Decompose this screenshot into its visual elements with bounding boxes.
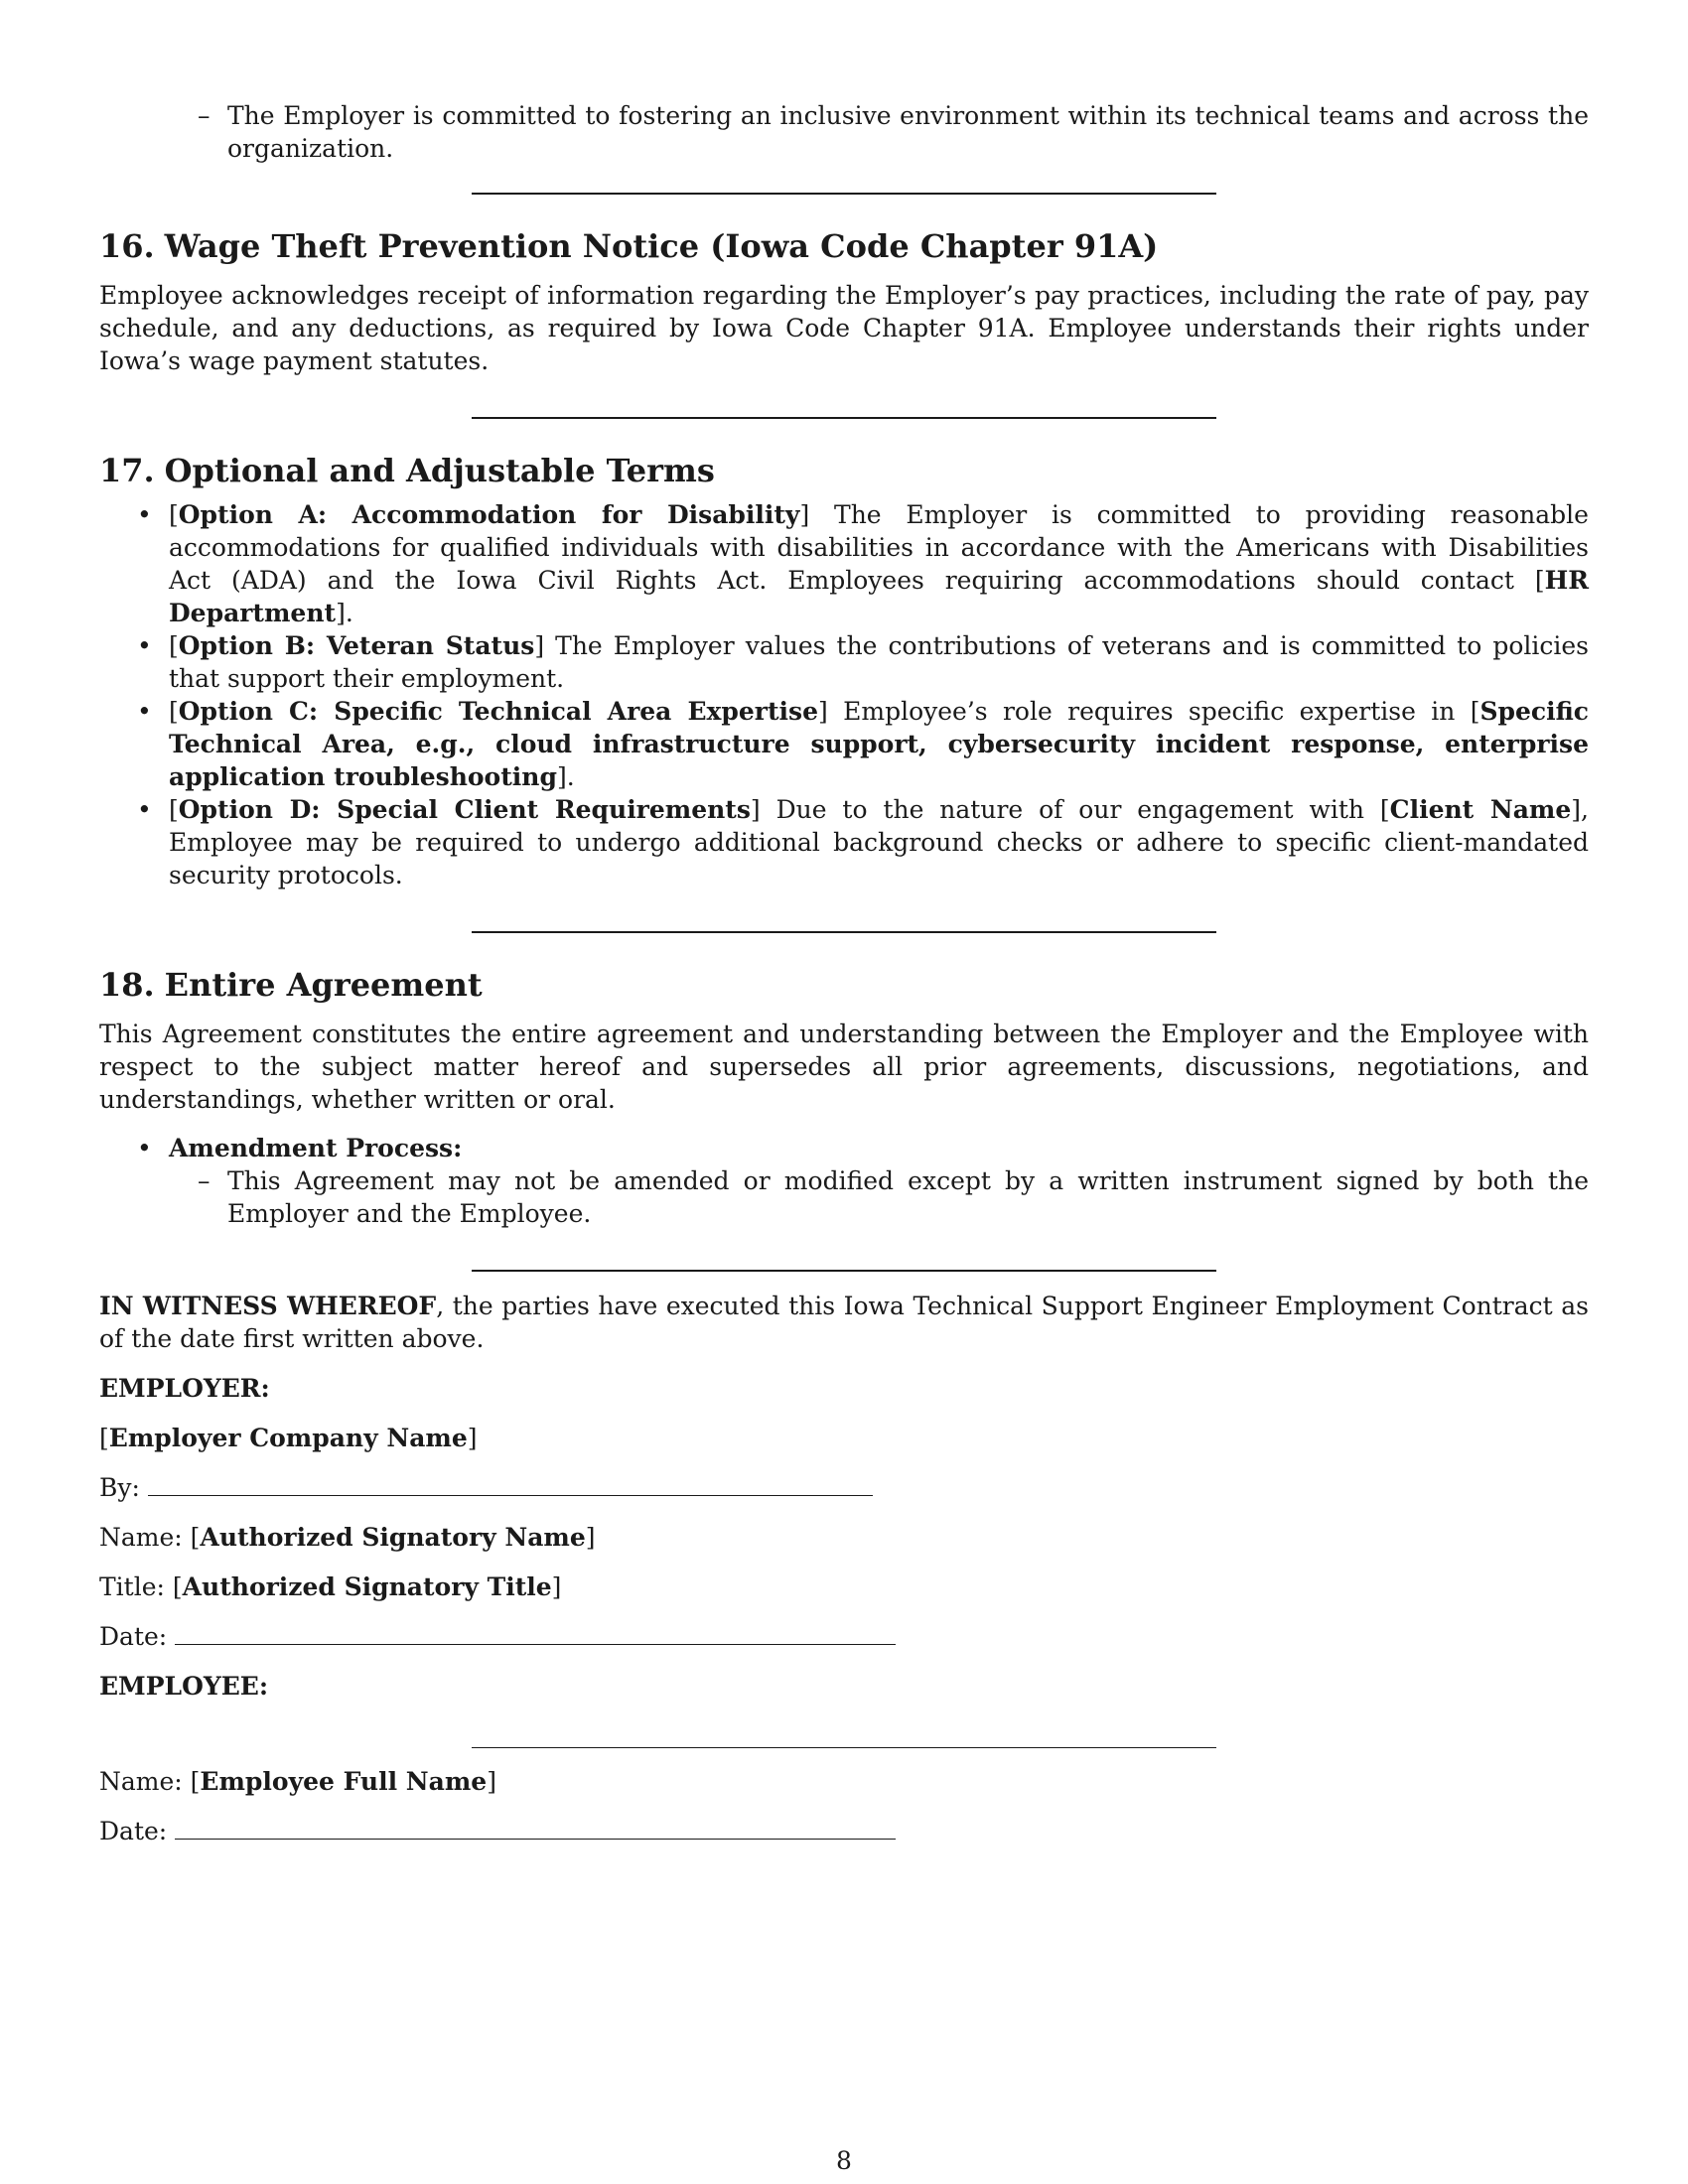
section-18-number: 18. (99, 966, 155, 1004)
section-16-body: Employee acknowledges receipt of information regarding the Employer’s pay practices, including the rate of pay, pay schedule, and any deductions, as required by Iowa Code Chapter 91A. Employee understands their rights under Iowa’s wage payment statutes. (99, 281, 1589, 375)
section-18-body: This Agreement constitutes the entire agreement and understanding between the Employer and the Employee with respect to the subject matter hereof and supersedes all prior agreements, discussions, negotiations, and understandings, whether written or oral. (99, 1020, 1589, 1114)
section-17-heading (99, 451, 1589, 490)
bullet-marker: • (137, 500, 152, 529)
employer-company: [Employer Company Name] (99, 1424, 478, 1452)
employee-name-placeholder: Employee Full Name (200, 1767, 488, 1796)
bullet-marker: • (137, 631, 152, 660)
option-d-text: Due to the nature of our engagement with (760, 795, 1380, 824)
amendment-list (99, 1132, 1589, 1164)
client-name-placeholder: Client Name (1389, 795, 1572, 824)
date-label: Date: (99, 1817, 168, 1845)
employee-name-row: Name: [Employee Full Name] (99, 1767, 496, 1796)
document-page (99, 99, 1589, 1847)
signatory-name-placeholder: Authorized Signatory Name (200, 1523, 586, 1552)
by-signature-line[interactable] (148, 1475, 873, 1496)
section-divider (472, 193, 1216, 195)
section-17-number: 17. (99, 452, 155, 489)
page-number: 8 (836, 2146, 852, 2175)
amendment-item (99, 1132, 1589, 1164)
section-divider (472, 1270, 1216, 1272)
option-d-label: Option D: Special Client Requirements (178, 795, 751, 824)
technical-area-placeholder: Specific Technical Area, e.g., cloud infrastructure support, cybersecurity incident response, enterprise application troubleshooting (169, 697, 1590, 791)
option-c-end: . (566, 762, 575, 791)
employer-date-row (99, 1620, 1589, 1653)
dash-marker: – (198, 1166, 211, 1195)
option-a-end: . (345, 599, 353, 627)
name-label: Name: (99, 1767, 183, 1796)
witness-text: , the parties have executed this Iowa Technical Support Engineer Employment Contract as of the date first written above. (99, 1292, 1590, 1353)
option-a-text: The Employer is committed to providing reasonable accommodations for qualified individuals with disabilities in accordance with the Americans with Disabilities Act (ADA) and the Iowa Civil Rights Act. Employees requiring accommodations should contact (169, 500, 1589, 595)
intro-text: The Employer is committed to fostering an inclusive environment within its technical teams and across the organization. (227, 101, 1589, 163)
section-divider (472, 931, 1216, 933)
employer-heading-text: EMPLOYER: (99, 1374, 270, 1403)
section-16-heading (99, 226, 1589, 266)
witness-paragraph (99, 1290, 1589, 1355)
options-list (99, 498, 1589, 891)
employer-heading (99, 1372, 1589, 1405)
employee-heading-text: EMPLOYEE: (99, 1672, 269, 1701)
section-18-title: Entire Agreement (164, 966, 483, 1004)
section-17-title: Optional and Adjustable Terms (164, 452, 715, 489)
amendment-dash-item (99, 1164, 1589, 1230)
option-c-item: • [Option C: Specific Technical Area Expertise] Employee’s role requires specific expertise in [Specific Technical Area, e.g., cloud infrastructure support, cybersecurity incident response, enterprise application troubleshooting]. (137, 697, 1590, 791)
option-c-label: Option C: Specific Technical Area Expertise (178, 697, 819, 726)
employee-heading (99, 1670, 1589, 1703)
amendment-label: Amendment Process: (169, 1134, 463, 1162)
option-b-text: The Employer values the contributions of veterans and is committed to policies that support their employment. (169, 631, 1589, 693)
name-label: Name: (99, 1523, 183, 1552)
option-a-item: • [Option A: Accommodation for Disability] The Employer is committed to providing reasonable accommodations for qualified individuals with disabilities in accordance with the Americans with Disabilities Act (ADA) and the Iowa Civil Rights Act. Employees requiring accommodations should contact [HR Department]. (137, 500, 1589, 627)
title-label: Title: (99, 1572, 165, 1601)
witness-lead: IN WITNESS WHEREOF (99, 1292, 437, 1320)
hr-department-placeholder: HR Department (169, 566, 1589, 627)
bullet-marker: • (137, 1134, 152, 1162)
option-a-label: Option A: Accommodation for Disability (178, 500, 800, 529)
option-d-item: • [Option D: Special Client Requirements] Due to the nature of our engagement with [Client Name], Employee may be required to undergo additional background checks or adhere to specific client-mandated security protocols. (137, 795, 1589, 889)
option-c-text: Employee’s role requires specific expertise in (827, 697, 1471, 726)
bullet-marker: • (137, 795, 152, 824)
dash-marker: – (198, 101, 211, 130)
section-divider (472, 417, 1216, 419)
by-label: By: (99, 1473, 140, 1502)
employer-date-line[interactable] (175, 1624, 896, 1645)
option-b-label: Option B: Veteran Status (178, 631, 535, 660)
section-16-number: 16. (99, 227, 155, 265)
section-16-title: Wage Theft Prevention Notice (Iowa Code Chapter 91A) (164, 227, 1159, 265)
employee-date-line[interactable] (175, 1819, 896, 1840)
employee-date-row (99, 1815, 1589, 1847)
signatory-title-placeholder: Authorized Signatory Title (182, 1572, 552, 1601)
intro-dash-item (99, 99, 1589, 165)
option-d-end: , Employee may be required to undergo additional background checks or adhere to specific client-mandated security protocols. (169, 795, 1589, 889)
employer-title-row: Title: [Authorized Signatory Title] (99, 1572, 562, 1601)
option-b-item: • [Option B: Veteran Status] The Employer values the contributions of veterans and is committed to policies that support their employment. (137, 631, 1589, 693)
employer-company-placeholder: Employer Company Name (108, 1424, 468, 1452)
employer-by-row (99, 1471, 1589, 1504)
date-label: Date: (99, 1622, 168, 1651)
section-18-heading (99, 965, 1589, 1005)
employer-name-row: Name: [Authorized Signatory Name] (99, 1523, 596, 1552)
employee-signature-line[interactable] (472, 1747, 1216, 1748)
bullet-marker: • (137, 697, 152, 726)
amendment-text: This Agreement may not be amended or modified except by a written instrument signed by both the Employer and the Employee. (227, 1166, 1589, 1228)
